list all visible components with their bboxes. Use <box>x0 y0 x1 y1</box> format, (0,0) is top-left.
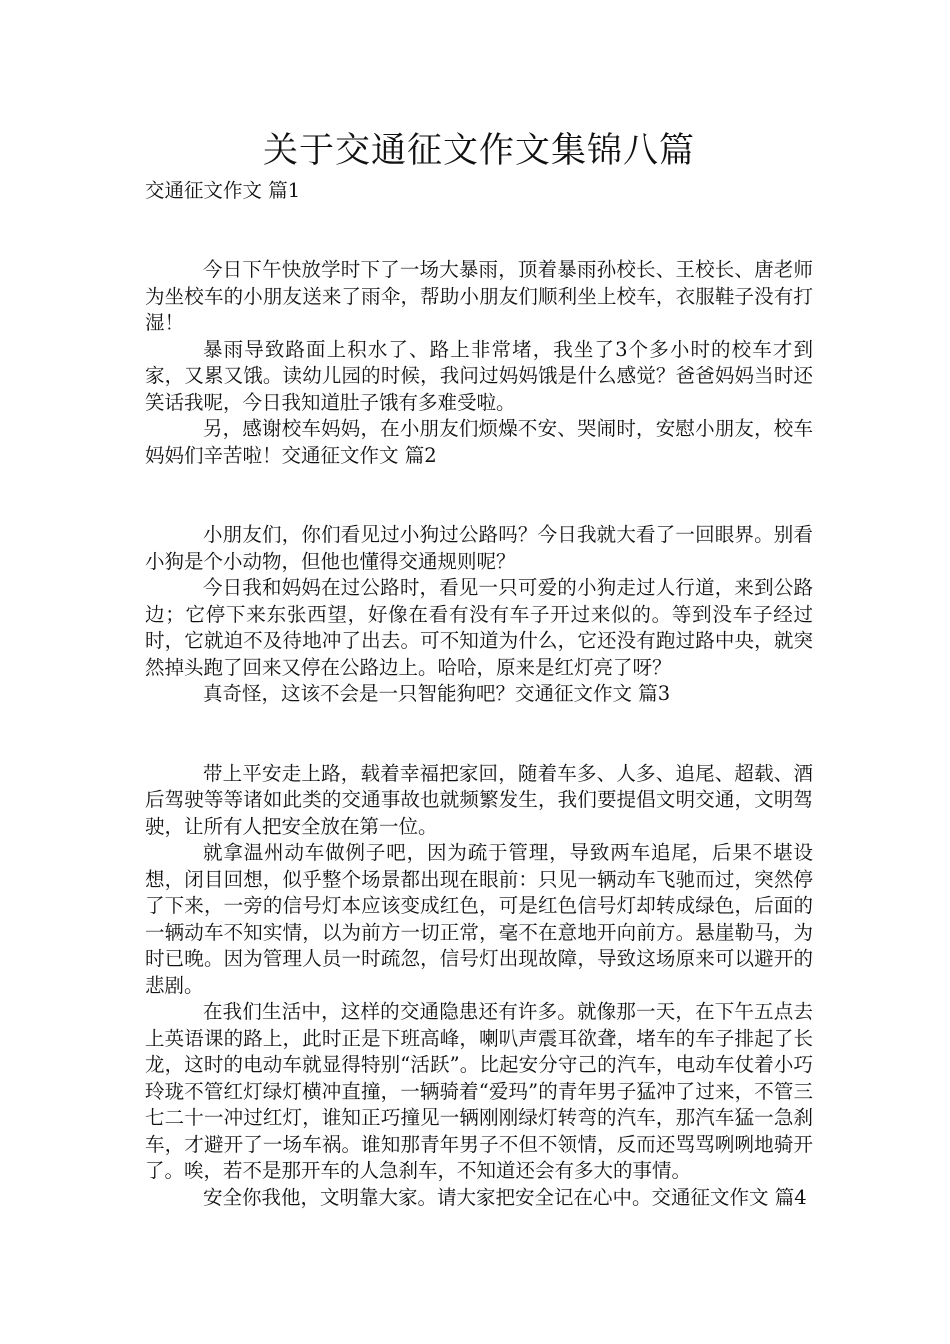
spacer <box>145 469 813 522</box>
paragraph: 在我们生活中，这样的交通隐患还有许多。就像那一天，在下午五点去上英语课的路上，此时正是下班高峰，喇叭声震耳欲聋，堵车的车子排起了长龙，这时的电动车就显得特别“活跃”。比起安分守己的汽车，电动车仗着小巧玲珑不管红灯绿灯横冲直撞，一辆骑着“爱玛”的青年男子猛冲了过来，不管三七二十一冲过红灯，谁知正巧撞见一辆刚刚绿灯转弯的汽车，那汽车猛一急刹车，才避开了一场车祸。谁知那青年男子不但不领情，反而还骂骂咧咧地骑开了。唉，若不是那开车的人急刹车，不知道还会有多大的事情。 <box>145 1000 813 1182</box>
essay-section-3 <box>145 761 813 1212</box>
document-title: 关于交通征文作文集锦八篇 <box>262 131 695 171</box>
document-page <box>145 128 813 1211</box>
paragraph: 就拿温州动车做例子吧，因为疏于管理，导致两车追尾，后果不堪设想，闭目回想，似乎整个场景都出现在眼前：只见一辆动车飞驰而过，突然停了下来，一旁的信号灯本应该变成红色，可是红色信号灯却转成绿色，后面的一辆动车不知实情，以为前方一切正常，毫不在意地开向前方。悬崖勒马，为时已晚。因为管理人员一时疏忽，信号灯出现故障，导致这场原来可以避开的悲剧。 <box>145 841 813 997</box>
paragraph: 带上平安走上路，载着幸福把家回，随着车多、人多、追尾、超载、酒后驾驶等等诸如此类的交通事故也就频繁发生，我们要提倡文明交通，文明驾驶，让所有人把安全放在第一位。 <box>145 761 813 838</box>
paragraph: 暴雨导致路面上积水了、路上非常堵，我坐了3个多小时的校车才到家，又累又饿。读幼儿园的时候，我问过妈妈饿是什么感觉？爸爸妈妈当时还笑话我呢，今日我知道肚子饿有多难受啦。 <box>145 337 813 414</box>
paragraph: 今日下午快放学时下了一场大暴雨，顶着暴雨孙校长、王校长、唐老师为坐校车的小朋友送来了雨伞，帮助小朋友们顺利坐上校车，衣服鞋子没有打湿！ <box>145 258 813 334</box>
paragraph: 小朋友们，你们看见过小狗过公路吗？今日我就大看了一回眼界。别看小狗是个小动物，但他也懂得交通规则呢？ <box>145 523 813 573</box>
paragraph: 另，感谢校车妈妈，在小朋友们烦燥不安、哭闹时，安慰小朋友，校车妈妈们辛苦啦！交通征文作文 篇2 <box>145 417 813 467</box>
paragraph: 安全你我他，文明靠大家。请大家把安全记在心中。交通征文作文 篇4 <box>203 1185 807 1209</box>
essay-section-2 <box>145 522 813 708</box>
essay-section-1 <box>145 257 813 469</box>
paragraph: 真奇怪，这该不会是一只智能狗吧？交通征文作文 篇3 <box>203 682 671 705</box>
section-heading: 交通征文作文 篇1 <box>145 179 301 202</box>
spacer <box>145 708 813 761</box>
spacer <box>145 204 813 257</box>
paragraph: 今日我和妈妈在过公路时，看见一只可爱的小狗走过人行道，来到公路边；它停下来东张西望，好像在看有没有车子开过来似的。等到没车子经过时，它就迫不及待地冲了出去。可不知道为什么，它还没有跑过路中央，就突然掉头跑了回来又停在公路边上。哈哈，原来是红灯亮了呀？ <box>145 576 813 679</box>
